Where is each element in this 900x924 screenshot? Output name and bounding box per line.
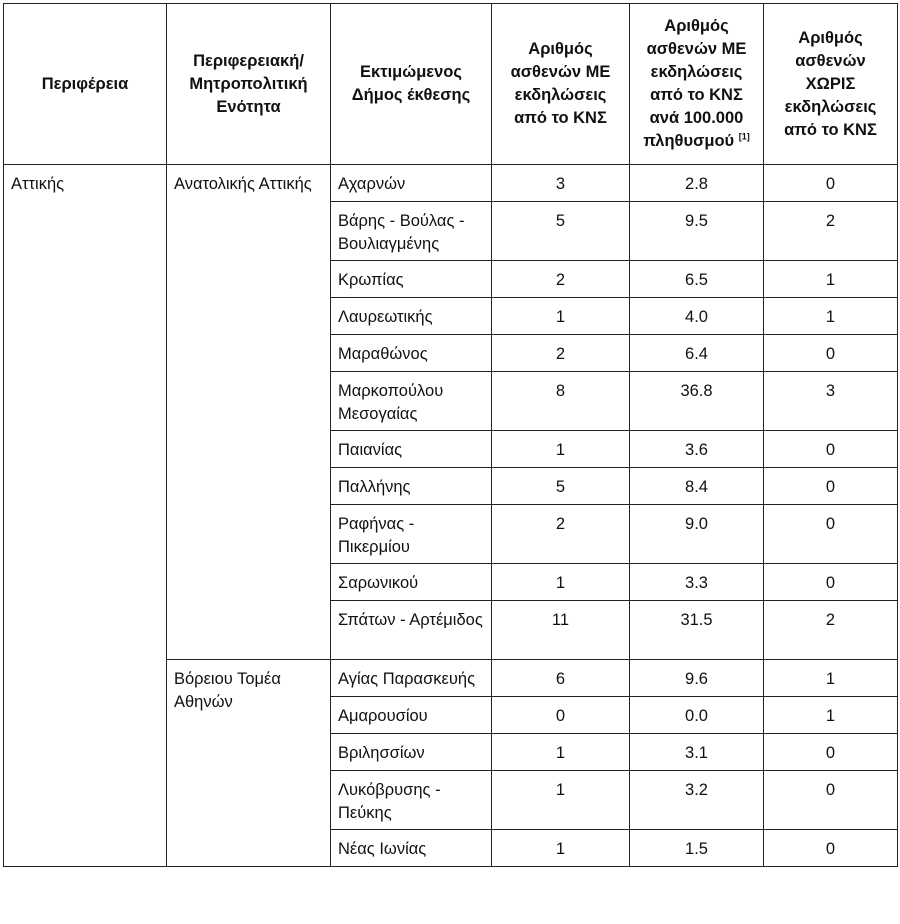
header-without-symptoms: Αριθμός ασθενών ΧΩΡΙΣ εκδηλώσεις από το ΚΝΣ (764, 4, 898, 165)
municipality-cell: Κρωπίας (331, 261, 492, 298)
without-symptoms-cell: 0 (764, 564, 898, 601)
without-symptoms-cell: 1 (764, 298, 898, 335)
municipality-cell: Αμαρουσίου (331, 697, 492, 734)
municipality-cell: Βριλησσίων (331, 734, 492, 771)
municipality-cell: Μαρκοπούλου Μεσογαίας (331, 372, 492, 431)
without-symptoms-cell: 0 (764, 734, 898, 771)
per-100k-cell: 3.3 (630, 564, 764, 601)
header-unit: Περιφερειακή/ Μητροπολιτική Ενότητα (167, 4, 331, 165)
with-symptoms-cell: 5 (492, 202, 630, 261)
per-100k-cell: 3.2 (630, 771, 764, 830)
municipality-cell: Λυκόβρυσης - Πεύκης (331, 771, 492, 830)
with-symptoms-cell: 2 (492, 335, 630, 372)
with-symptoms-cell: 8 (492, 372, 630, 431)
table-body (4, 165, 898, 867)
header-row (4, 4, 898, 165)
without-symptoms-cell: 1 (764, 660, 898, 697)
per-100k-cell: 3.6 (630, 431, 764, 468)
without-symptoms-cell: 1 (764, 697, 898, 734)
with-symptoms-cell: 2 (492, 505, 630, 564)
with-symptoms-cell: 1 (492, 734, 630, 771)
without-symptoms-cell: 0 (764, 771, 898, 830)
without-symptoms-cell: 2 (764, 601, 898, 660)
municipality-cell: Νέας Ιωνίας (331, 830, 492, 867)
with-symptoms-cell: 1 (492, 830, 630, 867)
municipality-cell: Αγίας Παρασκευής (331, 660, 492, 697)
region-cell: Αττικής (4, 165, 167, 867)
with-symptoms-cell: 2 (492, 261, 630, 298)
municipality-cell: Μαραθώνος (331, 335, 492, 372)
with-symptoms-cell: 1 (492, 431, 630, 468)
without-symptoms-cell: 0 (764, 830, 898, 867)
header-with-symptoms: Αριθμός ασθενών ΜΕ εκδηλώσεις από το ΚΝΣ (492, 4, 630, 165)
with-symptoms-cell: 11 (492, 601, 630, 660)
with-symptoms-cell: 6 (492, 660, 630, 697)
without-symptoms-cell: 3 (764, 372, 898, 431)
unit-cell: Ανατολικής Αττικής (167, 165, 331, 660)
with-symptoms-cell: 1 (492, 564, 630, 601)
per-100k-cell: 9.5 (630, 202, 764, 261)
with-symptoms-cell: 5 (492, 468, 630, 505)
without-symptoms-cell: 0 (764, 431, 898, 468)
municipality-cell: Βάρης - Βούλας - Βουλιαγμένης (331, 202, 492, 261)
without-symptoms-cell: 1 (764, 261, 898, 298)
without-symptoms-cell: 0 (764, 165, 898, 202)
per-100k-cell: 36.8 (630, 372, 764, 431)
municipality-cell: Σαρωνικού (331, 564, 492, 601)
with-symptoms-cell: 0 (492, 697, 630, 734)
with-symptoms-cell: 1 (492, 298, 630, 335)
per-100k-cell: 1.5 (630, 830, 764, 867)
per-100k-cell: 4.0 (630, 298, 764, 335)
per-100k-cell: 6.4 (630, 335, 764, 372)
per-100k-cell: 9.6 (630, 660, 764, 697)
municipality-cell: Σπάτων - Αρτέμιδος (331, 601, 492, 660)
without-symptoms-cell: 2 (764, 202, 898, 261)
without-symptoms-cell: 0 (764, 505, 898, 564)
municipality-cell: Λαυρεωτικής (331, 298, 492, 335)
with-symptoms-cell: 1 (492, 771, 630, 830)
per-100k-cell: 9.0 (630, 505, 764, 564)
without-symptoms-cell: 0 (764, 468, 898, 505)
municipality-cell: Παλλήνης (331, 468, 492, 505)
municipality-cell: Αχαρνών (331, 165, 492, 202)
unit-cell: Βόρειου Τομέα Αθηνών (167, 660, 331, 867)
header-per-100k: Αριθμός ασθενών ΜΕ εκδηλώσεις από το ΚΝΣ ανά 100.000 πληθυσμού [1] (630, 4, 764, 165)
cases-table (3, 3, 898, 867)
with-symptoms-cell: 3 (492, 165, 630, 202)
per-100k-cell: 8.4 (630, 468, 764, 505)
per-100k-cell: 6.5 (630, 261, 764, 298)
municipality-cell: Ραφήνας - Πικερμίου (331, 505, 492, 564)
footnote-marker: [1] (738, 131, 750, 142)
table-row (4, 165, 898, 202)
header-municipality: Εκτιμώμενος Δήμος έκθεσης (331, 4, 492, 165)
per-100k-cell: 0.0 (630, 697, 764, 734)
municipality-cell: Παιανίας (331, 431, 492, 468)
per-100k-cell: 31.5 (630, 601, 764, 660)
per-100k-cell: 2.8 (630, 165, 764, 202)
header-region: Περιφέρεια (4, 4, 167, 165)
per-100k-cell: 3.1 (630, 734, 764, 771)
without-symptoms-cell: 0 (764, 335, 898, 372)
